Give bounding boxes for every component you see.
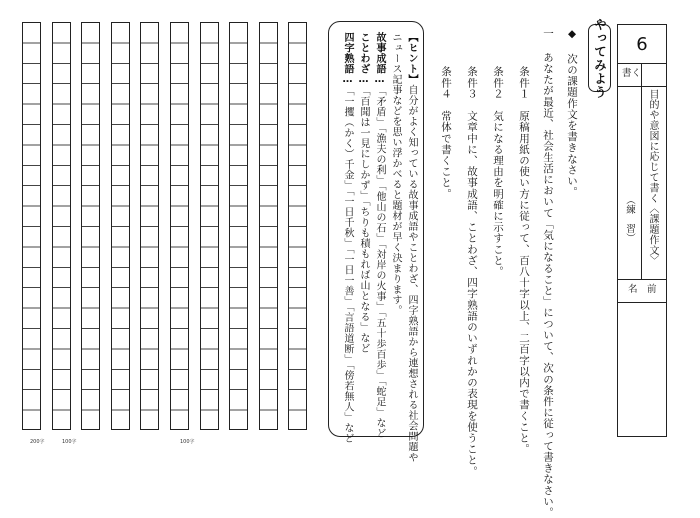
- condition-1: 条件１ 原稿用紙の使い方に従って、百八十字以上、二百字以内で書くこと。: [518, 66, 530, 455]
- kaku-label: 書く: [622, 68, 642, 79]
- grid-column[interactable]: [81, 22, 100, 430]
- grid-column[interactable]: [259, 22, 278, 430]
- hint-line-2: ニュース記事などを思い浮かべると題材が早く決まります。: [390, 32, 401, 316]
- grid-column[interactable]: [229, 22, 248, 430]
- grid-label-100-left: 100字: [62, 439, 77, 445]
- header-divider: [641, 63, 642, 279]
- lesson-number: 6: [618, 25, 666, 64]
- grid-column[interactable]: [200, 22, 219, 430]
- instruction-lead: ◆ 次の課題作文を書きなさい。: [566, 28, 578, 198]
- hint-line-yojijukugo: 四字熟語…「一攫（かく）千金」「一日千秋」「一日一善」「言語道断」「傍若無人」など: [342, 32, 353, 444]
- grid-column[interactable]: [140, 22, 159, 430]
- condition-3: 条件３ 文章中に、故事成語、ことわざ、四字熟語のいずれかの表現を使うこと。: [466, 66, 478, 477]
- hint-line-1: 【ヒント】自分がよく知っている故事成語やことわざ、四字熟語から連想される社会問題や: [406, 32, 417, 463]
- condition-2: 条件２ 気になる理由を明確に示すこと。: [492, 66, 504, 277]
- worksheet-title: 目的や意図に応じて書く〈課題作文〉: [647, 89, 658, 266]
- kaku-row: [618, 63, 666, 87]
- grid-label-200: 200字: [30, 439, 45, 445]
- grid-column[interactable]: [288, 22, 307, 430]
- hint-line-kojiseigo: 故事成語…「矛盾」「漁夫の利」「他山の石」「対岸の火事」「五十歩百歩」「蛇足」など: [374, 32, 385, 439]
- grid-column[interactable]: [22, 22, 41, 430]
- name-field[interactable]: [618, 302, 666, 436]
- grid-column[interactable]: [111, 22, 130, 430]
- grid-column[interactable]: [170, 22, 189, 430]
- name-label: 名 前: [628, 284, 657, 295]
- condition-4: 条件４ 常体で書くこと。: [440, 66, 452, 200]
- hint-box: [328, 21, 424, 463]
- section-tab: やってみよう: [588, 24, 611, 92]
- worksheet-subtitle: （練 習）: [624, 195, 635, 243]
- instruction-prompt: 一 あなたが最近、社会生活において「気になること」について、次の条件に従って書きなさい。: [542, 28, 554, 518]
- grid-label-100-right: 100字: [180, 439, 195, 445]
- name-row: [618, 279, 666, 303]
- worksheet-header: [617, 24, 667, 437]
- grid-column[interactable]: [52, 22, 71, 430]
- hint-line-kotowaza: ことわざ…「百聞は一見にしかず」「ちりも積もれば山となる」など: [358, 32, 369, 354]
